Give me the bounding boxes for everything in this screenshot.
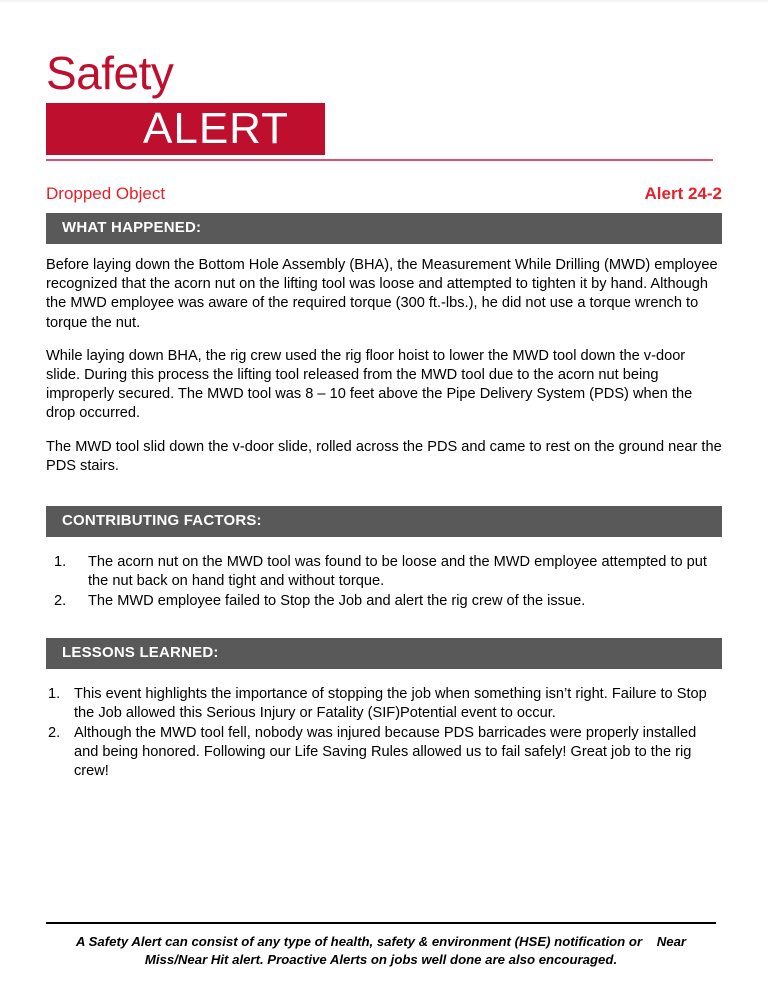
list-item-text: The acorn nut on the MWD tool was found to be loose and the MWD employee attempted to put the nut back on hand tight and without torque. [88,554,707,590]
logo-underline-rule [46,159,713,161]
list-item [46,685,722,723]
list-item-text: Although the MWD tool fell, nobody was injured because PDS barricades were properly installed and being honored. Following our Life Saving Rules allowed us to fail safely! Great job to the rig crew! [74,725,697,780]
section-header-contributing-factors: CONTRIBUTING FACTORS: [46,506,722,537]
logo-word-safety: Safety [46,47,174,99]
list-item [46,724,722,782]
lessons-learned-list [46,685,722,782]
paragraph: Before laying down the Bottom Hole Assembly (BHA), the Measurement While Drilling (MWD) employee recognized that the acorn nut on the lifting tool was loose and attempted to tighten it by hand. Although the MWD employee was aware of the required torque (300 ft.-lbs.), he did not use a torque wrench to torque the nut. [46,257,718,331]
alert-title-row [46,184,722,210]
list-item-marker: 1. [48,685,61,702]
section-header-what-happened: WHAT HAPPENED: [46,213,722,244]
section-header-lessons-learned: LESSONS LEARNED: [46,638,722,669]
logo-word-alert: ALERT [143,104,290,153]
list-item-marker: 2. [54,593,67,610]
what-happened-body [46,256,722,476]
list-item-marker: 2. [48,725,61,742]
safety-alert-logo [46,0,722,170]
document-footer [46,922,716,968]
list-item [46,592,722,611]
list-item [46,553,722,591]
footer-divider [46,922,716,924]
alert-topic: Dropped Object [46,184,166,203]
contributing-factors-list [46,553,722,612]
footer-note [46,933,716,968]
list-item-text: This event highlights the importance of stopping the job when something isn’t right. Failure to Stop the Job allowed this Serious Injury or Fatality (SIF)Potential event to occur. [74,685,707,721]
paragraph: The MWD tool slid down the v-door slide, rolled across the PDS and came to rest on the ground near the PDS stairs. [46,438,722,474]
list-item-text: The MWD employee failed to Stop the Job and alert the rig crew of the issue. [88,593,586,610]
alert-number: Alert 24-2 [644,184,722,203]
footer-note-line1: A Safety Alert can consist of any type of health, safety & environment (HSE) notification or Near [75,934,687,949]
paragraph: While laying down BHA, the rig crew used the rig floor hoist to lower the MWD tool down the v-door slide. During this process the lifting tool released from the MWD tool due to the acorn nut being improperly secured. The MWD tool was 8 – 10 feet above the Pipe Delivery System (PDS) when the drop occurred. [46,347,693,422]
list-item-marker: 1. [54,554,67,571]
footer-note-line2: Miss/Near Hit alert. Proactive Alerts on jobs well done are also encouraged. [144,951,618,967]
